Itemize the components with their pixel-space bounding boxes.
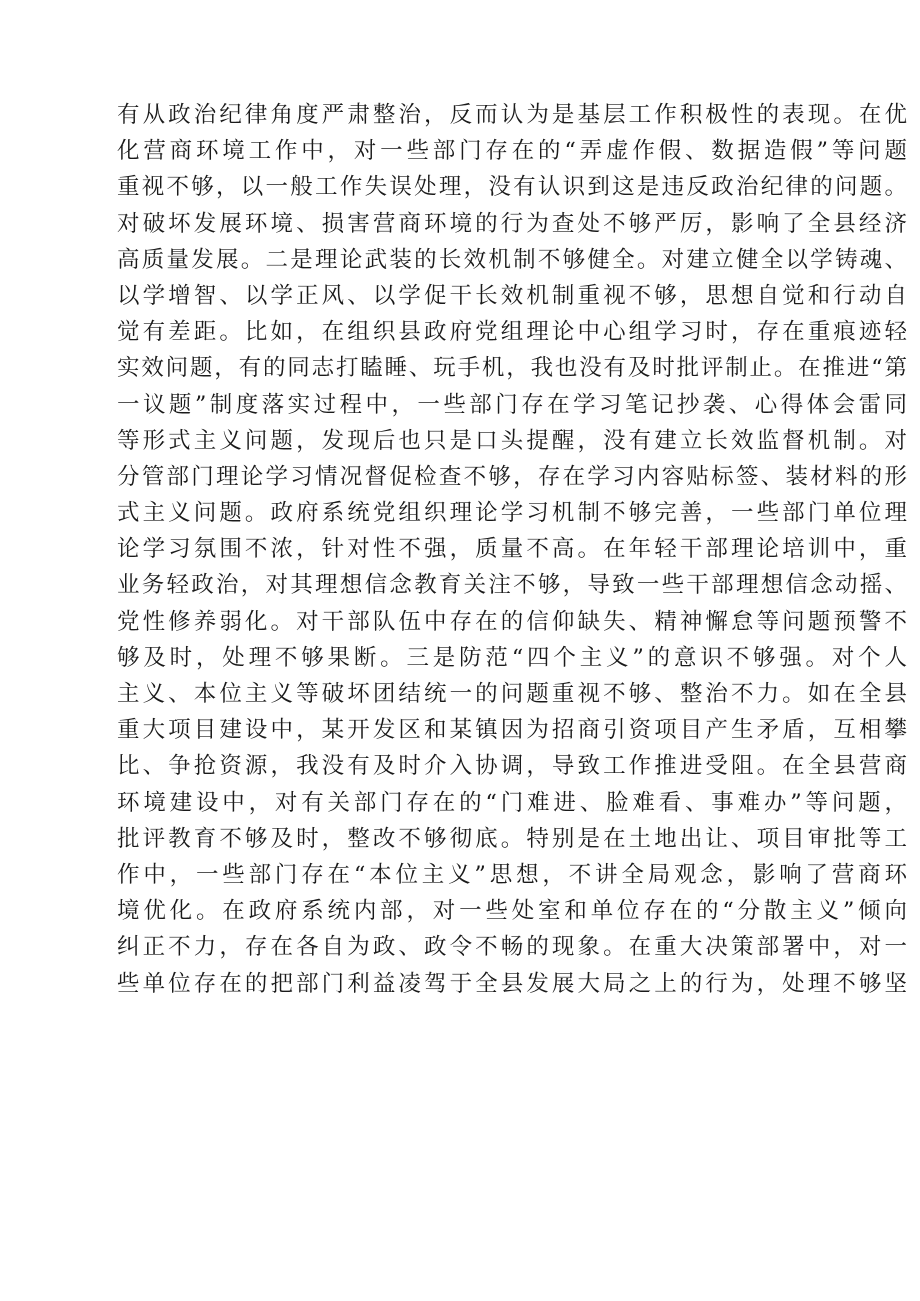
text-line: 有从政治纪律角度严肃整治，反而认为是基层工作积极性的表现。在优 [117,102,907,128]
text-line: 对破坏发展环境、损害营商环境的行为查处不够严厉，影响了全县经济 [117,210,907,237]
text-line: 党性修养弱化。对干部队伍中存在的信仰缺失、精神懈怠等问题预警不 [117,608,907,635]
text-line: 高质量发展。二是理论武装的长效机制不够健全。对建立健全以学铸魂、 [117,246,907,273]
text-line: 以学增智、以学正风、以学促干长效机制重视不够，思想自觉和行动自 [117,282,907,309]
text-line: 觉有差距。比如，在组织县政府党组理论中心组学习时，存在重痕迹轻 [117,319,907,346]
text-line: 够及时，处理不够果断。三是防范“四个主义”的意识不够强。对个人 [117,644,907,671]
text-line: 比、争抢资源，我没有及时介入协调，导致工作推进受阻。在全县营商 [117,753,907,780]
text-line: 环境建设中，对有关部门存在的“门难进、脸难看、事难办”等问题， [117,789,907,816]
text-line: 些单位存在的把部门利益凌驾于全县发展大局之上的行为，处理不够坚 [117,970,907,997]
text-line: 化营商环境工作中，对一些部门存在的“弄虚作假、数据造假”等问题 [117,138,907,165]
text-line: 作中，一些部门存在“本位主义”思想，不讲全局观念，影响了营商环 [117,861,907,888]
text-line: 业务轻政治，对其理想信念教育关注不够，导致一些干部理想信念动摇、 [117,572,907,599]
text-line: 纠正不力，存在各自为政、政令不畅的现象。在重大决策部署中，对一 [117,934,907,961]
text-line: 式主义问题。政府系统党组织理论学习机制不够完善，一些部门单位理 [117,500,907,527]
text-line: 重视不够，以一般工作失误处理，没有认识到这是违反政治纪律的问题。 [117,174,907,201]
text-line: 境优化。在政府系统内部，对一些处室和单位存在的“分散主义”倾向 [117,898,907,925]
body-text [117,97,907,1002]
text-line: 实效问题，有的同志打瞌睡、玩手机，我也没有及时批评制止。在推进“第 [117,355,907,382]
text-line: 分管部门理论学习情况督促检查不够，存在学习内容贴标签、装材料的形 [117,463,907,490]
text-line: 一议题”制度落实过程中，一些部门存在学习笔记抄袭、心得体会雷同 [117,391,907,418]
text-line: 主义、本位主义等破坏团结统一的问题重视不够、整治不力。如在全县 [117,681,907,707]
text-line: 重大项目建设中，某开发区和某镇因为招商引资项目产生矛盾，互相攀 [117,717,907,744]
text-line: 等形式主义问题，发现后也只是口头提醒，没有建立长效监督机制。对 [117,427,907,454]
text-line: 论学习氛围不浓，针对性不强，质量不高。在年轻干部理论培训中，重 [117,536,907,563]
text-line: 批评教育不够及时，整改不够彻底。特别是在土地出让、项目审批等工 [117,825,907,852]
